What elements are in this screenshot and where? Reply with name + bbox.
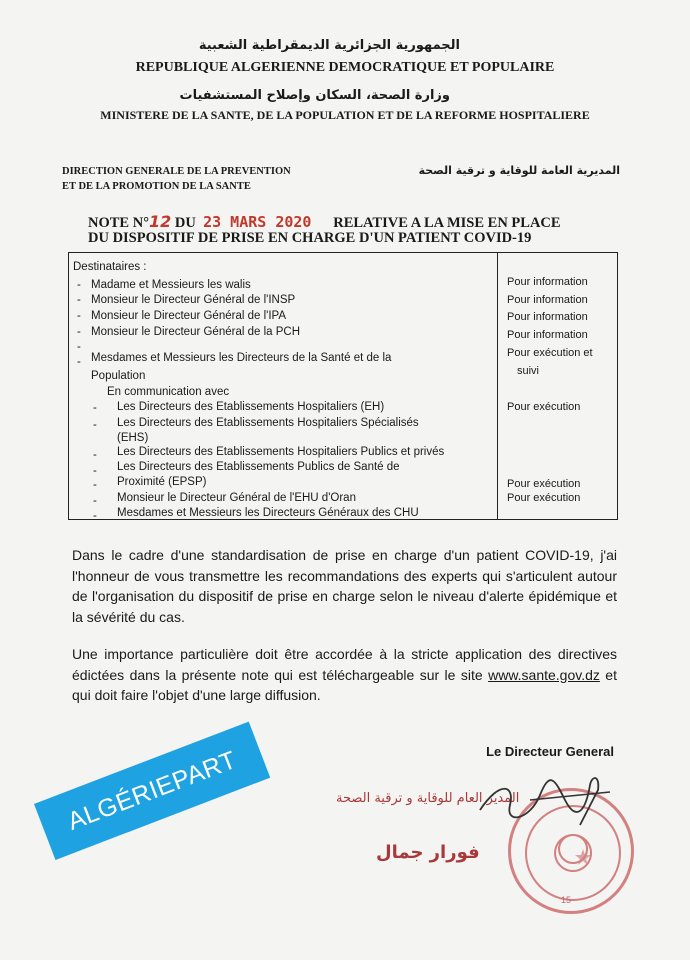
- recipient-action: suivi: [517, 365, 540, 377]
- bullet: -: [93, 510, 97, 522]
- bullet: -: [93, 479, 97, 491]
- note-subject: DU DISPOSITIF DE PRISE EN CHARGE D'UN PATIENT COVID-19: [88, 230, 532, 246]
- bullet: -: [93, 402, 97, 414]
- bullet: -: [77, 326, 81, 338]
- direction-arabic: المديرية العامة للوقاية و ترقية الصحة: [418, 164, 620, 177]
- direction-french: [62, 164, 291, 194]
- recipient-item: (EHS): [117, 432, 149, 444]
- recipient-item: Monsieur le Directeur Général de l'INSP: [91, 294, 296, 306]
- watermark-badge: ALGÉRIEPART: [34, 722, 270, 860]
- website-link[interactable]: www.sante.gov.dz: [488, 666, 600, 683]
- recipient-action: Pour information: [507, 311, 588, 323]
- note-number: 12: [149, 212, 172, 231]
- recipient-action: Pour exécution: [507, 401, 581, 413]
- recipient-action: Pour information: [507, 276, 588, 288]
- recipient-item: Les Directeurs des Etablissements Publics de Santé de: [117, 461, 400, 473]
- table-divider: [497, 253, 498, 519]
- bullet: -: [77, 294, 81, 306]
- paragraph-2-text: Une importance particulière doit être accordée à la stricte application des directives édictées dans la présente note qui est téléchargeable sur le site: [72, 646, 617, 683]
- recipient-item: Les Directeurs des Etablissements Hospitaliers (EH): [117, 401, 385, 413]
- recipient-item: Mesdames et Messieurs les Directeurs de la Santé et de la: [91, 352, 392, 364]
- recipient-item: Les Directeurs des Etablissements Hospitaliers Publics et privés: [117, 446, 445, 458]
- signature-title: Le Directeur General: [486, 744, 614, 759]
- header-ministry: MINISTERE DE LA SANTE, DE LA POPULATION ET DE LA REFORME HOSPITALIERE: [100, 108, 590, 122]
- recipients-table: [68, 252, 618, 520]
- direction-line-2: ET DE LA PROMOTION DE LA SANTE: [62, 181, 251, 192]
- seal-number: 15: [561, 895, 572, 905]
- note-title-line-1: [88, 212, 561, 232]
- recipient-item: Monsieur le Directeur Général de l'IPA: [91, 310, 287, 322]
- recipient-action: Pour information: [507, 329, 588, 341]
- recipient-item: Monsieur le Directeur Général de la PCH: [91, 326, 301, 338]
- recipient-subheading: En communication avec: [107, 386, 230, 398]
- bullet: -: [77, 310, 81, 322]
- paragraph-2-end: et qui doit faire l'objet d'une large diffusion.: [72, 666, 617, 703]
- recipient-item: Population: [91, 370, 146, 382]
- recipient-action: Pour exécution: [507, 492, 581, 504]
- bullet: -: [77, 341, 81, 353]
- bullet: -: [93, 419, 97, 431]
- header-arabic-ministry: وزارة الصحة، السكان وإصلاح المستشفيات: [179, 88, 450, 103]
- stamp-arabic-title: المدير العام للوقاية و ترقية الصحة: [336, 791, 520, 806]
- recipient-action: Pour exécution: [507, 478, 581, 490]
- recipients-label: Destinataires :: [73, 261, 147, 273]
- stamp-arabic-name: فورار جمال: [376, 842, 480, 863]
- header-republic: REPUBLIQUE ALGERIENNE DEMOCRATIQUE ET POPULAIRE: [135, 60, 555, 75]
- note-date: 23 MARS 2020: [203, 213, 312, 231]
- bullet: -: [93, 465, 97, 477]
- recipient-action: Pour exécution et: [507, 347, 593, 359]
- body-paragraph-1: Dans le cadre d'une standardisation de prise en charge d'un patient COVID-19, j'ai l'honneur de vous transmettre les recommandations des experts qui s'articulent autour de l'organisation du dispositif de prise en charge selon le niveau d'alerte épidémique et la sévérité du cas.: [72, 547, 617, 625]
- note-du: DU: [174, 215, 196, 231]
- note-relative: RELATIVE A LA MISE EN PLACE: [333, 215, 561, 231]
- recipient-item: Madame et Messieurs les walis: [91, 279, 251, 291]
- recipient-item: Mesdames et Messieurs les Directeurs Généraux des CHU: [117, 507, 419, 519]
- body-paragraph-2: [72, 644, 617, 706]
- direction-line-1: DIRECTION GENERALE DE LA PREVENTION: [62, 166, 291, 177]
- recipient-item: Les Directeurs des Etablissements Hospitaliers Spécialisés: [117, 417, 419, 429]
- bullet: -: [93, 495, 97, 507]
- bullet: -: [93, 449, 97, 461]
- header-arabic-republic: الجمهورية الجزائرية الديمقراطية الشعبية: [198, 38, 460, 53]
- recipient-item: Proximité (EPSP): [117, 476, 207, 488]
- recipient-item: Monsieur le Directeur Général de l'EHU d'Oran: [117, 492, 356, 504]
- handwritten-signature: [470, 770, 620, 830]
- recipient-action: Pour information: [507, 294, 588, 306]
- bullet: -: [77, 279, 81, 291]
- bullet: -: [77, 356, 81, 368]
- note-prefix: NOTE N°: [88, 215, 149, 231]
